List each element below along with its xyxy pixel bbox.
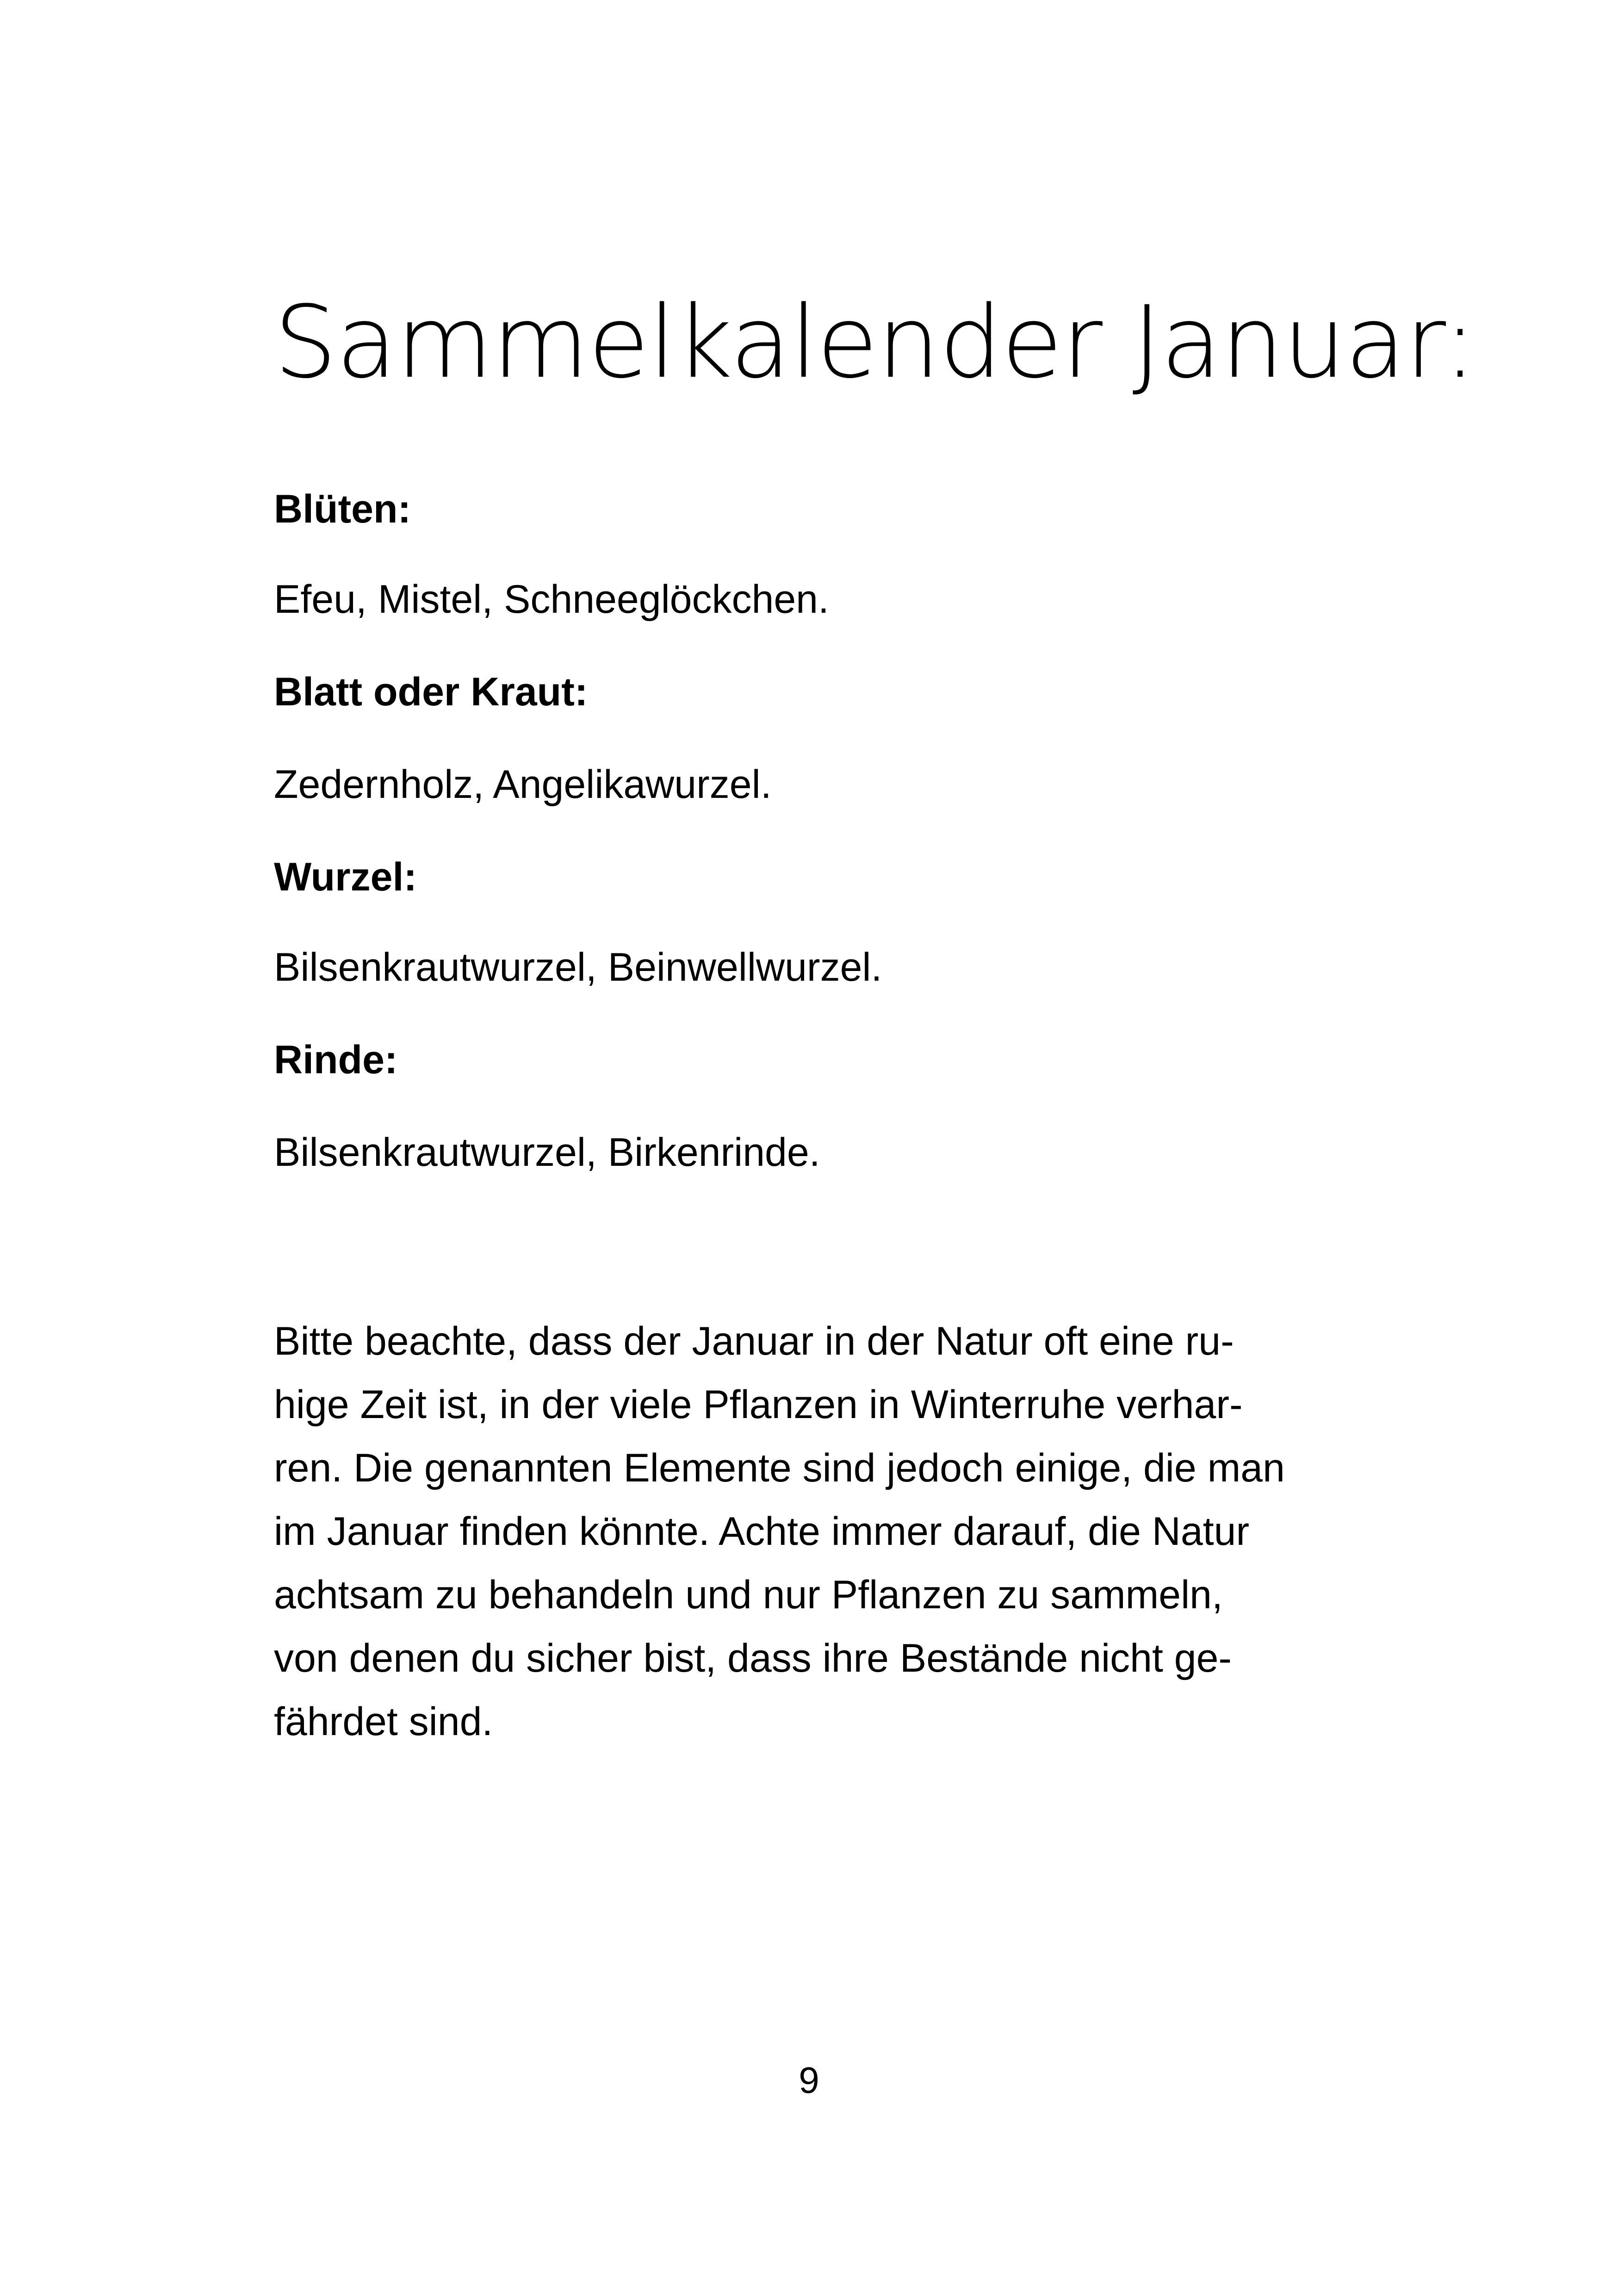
- note-line: Bitte beachte, dass der Januar in der Natur oft eine ru-: [274, 1319, 1234, 1363]
- section-content-rinde: Bilsenkrautwurzel, Birkenrinde.: [274, 1130, 820, 1175]
- note-line: von denen du sicher bist, dass ihre Bestände nicht ge-: [274, 1636, 1232, 1680]
- section-heading-blueten: Blüten:: [274, 487, 411, 531]
- note-paragraph: [274, 1310, 1384, 1754]
- note-line: fährdet sind.: [274, 1699, 493, 1744]
- section-heading-wurzel: Wurzel:: [274, 855, 417, 899]
- note-line: achtsam zu behandeln und nur Pflanzen zu sammeln,: [274, 1573, 1223, 1617]
- note-line: im Januar finden könnte. Achte immer darauf, die Natur: [274, 1509, 1250, 1554]
- section-content-blatt: Zedernholz, Angelikawurzel.: [274, 762, 772, 807]
- section-content-blueten: Efeu, Mistel, Schneeglöckchen.: [274, 577, 829, 622]
- note-line: hige Zeit ist, in der viele Pflanzen in Winterruhe verhar-: [274, 1382, 1243, 1427]
- note-line: ren. Die genannten Elemente sind jedoch einige, die man: [274, 1446, 1285, 1490]
- section-heading-blatt: Blatt oder Kraut:: [274, 670, 588, 714]
- section-content-wurzel: Bilsenkrautwurzel, Beinwellwurzel.: [274, 945, 882, 989]
- page-number: 9: [799, 2060, 819, 2101]
- section-heading-rinde: Rinde:: [274, 1038, 398, 1082]
- page-title: Sammelkalender Januar:: [274, 284, 1476, 400]
